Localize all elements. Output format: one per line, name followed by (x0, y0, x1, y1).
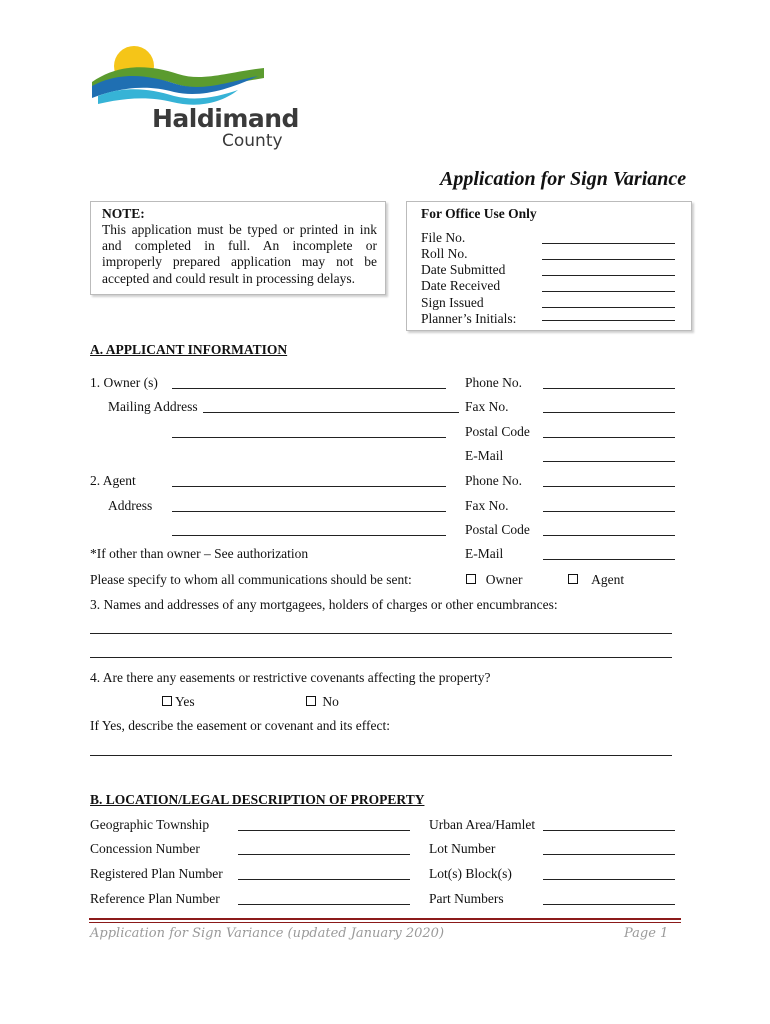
agent-phone-label: Phone No. (465, 473, 522, 488)
logo-graphic (88, 42, 268, 110)
office-planner-initials-field[interactable] (542, 320, 675, 321)
agent-phone-field[interactable] (543, 486, 675, 487)
office-date-submitted-label: Date Submitted (421, 262, 506, 277)
reference-plan-label: Reference Plan Number (90, 891, 220, 906)
office-date-received-field[interactable] (542, 291, 675, 292)
note-body: This application must be typed or printed in ink and completed in full. An incomplete or improperly prepared application may not be accepted and could result in processing delays. (102, 222, 377, 286)
easement-yes-label: Yes (175, 694, 195, 709)
part-numbers-field[interactable] (543, 904, 675, 905)
question-4: 4. Are there any easements or restrictive covenants affecting the property? (90, 670, 491, 685)
concession-number-field[interactable] (238, 854, 410, 855)
agent-fax-field[interactable] (543, 511, 675, 512)
footer-rule-thin (89, 922, 681, 923)
owner-fax-label: Fax No. (465, 399, 509, 414)
mailing-address-field-1[interactable] (203, 412, 459, 413)
urban-area-label: Urban Area/Hamlet (429, 817, 536, 832)
geographic-township-label: Geographic Township (90, 817, 210, 832)
office-file-no-field[interactable] (542, 243, 675, 244)
agent-address-field-1[interactable] (172, 511, 446, 512)
owner-label: 1. Owner (s) (90, 375, 158, 390)
office-heading: For Office Use Only (421, 206, 537, 221)
easement-no-checkbox[interactable] (306, 696, 316, 706)
geographic-township-field[interactable] (238, 830, 410, 831)
agent-postal-label: Postal Code (465, 522, 530, 537)
agent-postal-field[interactable] (543, 535, 675, 536)
lot-number-field[interactable] (543, 854, 675, 855)
if-yes-label: If Yes, describe the easement or covenant and its effect: (90, 718, 391, 733)
easement-description-field[interactable] (90, 755, 672, 756)
comm-agent-label: Agent (591, 572, 625, 587)
office-roll-no-label: Roll No. (421, 246, 468, 261)
easement-yes-checkbox[interactable] (162, 696, 172, 706)
reference-plan-field[interactable] (238, 904, 410, 905)
note-heading: NOTE: (102, 206, 145, 221)
mailing-address-field-2[interactable] (172, 437, 446, 438)
registered-plan-label: Registered Plan Number (90, 866, 223, 881)
footer-page-number: Page 1 (624, 926, 669, 941)
lot-block-label: Lot(s) Block(s) (429, 866, 512, 881)
office-file-no-label: File No. (421, 230, 466, 245)
agent-address-field-2[interactable] (172, 535, 446, 536)
owner-phone-label: Phone No. (465, 375, 522, 390)
section-a-heading: A. APPLICANT INFORMATION (90, 342, 288, 357)
section-b-heading: B. LOCATION/LEGAL DESCRIPTION OF PROPERTY (90, 792, 425, 807)
question-3: 3. Names and addresses of any mortgagees, holders of charges or other encumbrances: (90, 597, 558, 612)
agent-label: 2. Agent (90, 473, 136, 488)
office-roll-no-field[interactable] (542, 259, 675, 260)
concession-number-label: Concession Number (90, 841, 200, 856)
mailing-address-label: Mailing Address (108, 399, 198, 414)
comm-agent-option[interactable] (568, 572, 624, 588)
owner-fax-field[interactable] (543, 412, 675, 413)
owner-email-label: E-Mail (465, 448, 504, 463)
owner-phone-field[interactable] (543, 388, 675, 389)
agent-address-label: Address (108, 498, 153, 513)
encumbrances-field-1[interactable] (90, 633, 672, 634)
encumbrances-field-2[interactable] (90, 657, 672, 658)
comm-owner-checkbox[interactable] (466, 574, 476, 584)
logo-sub: County (222, 131, 283, 151)
agent-fax-label: Fax No. (465, 498, 509, 513)
page-title: Application for Sign Variance (440, 168, 687, 190)
agent-email-field[interactable] (543, 559, 675, 560)
office-date-received-label: Date Received (421, 278, 501, 293)
footer-rule (89, 918, 681, 920)
owner-postal-label: Postal Code (465, 424, 530, 439)
comm-agent-checkbox[interactable] (568, 574, 578, 584)
easement-no-option[interactable] (306, 694, 339, 710)
agent-email-label: E-Mail (465, 546, 504, 561)
office-sign-issued-field[interactable] (542, 307, 675, 308)
owner-email-field[interactable] (543, 461, 675, 462)
if-other-note: *If other than owner – See authorization (90, 546, 309, 561)
logo-name: Haldimand (152, 104, 299, 133)
office-planner-initials-label: Planner’s Initials: (421, 311, 517, 326)
easement-no-label: No (322, 694, 339, 709)
urban-area-field[interactable] (543, 830, 675, 831)
comm-owner-option[interactable] (466, 572, 523, 588)
registered-plan-field[interactable] (238, 879, 410, 880)
office-date-submitted-field[interactable] (542, 275, 675, 276)
lot-number-label: Lot Number (429, 841, 496, 856)
easement-yes-option[interactable] (162, 694, 195, 710)
office-sign-issued-label: Sign Issued (421, 295, 484, 310)
part-numbers-label: Part Numbers (429, 891, 504, 906)
lot-block-field[interactable] (543, 879, 675, 880)
comm-owner-label: Owner (485, 572, 523, 587)
owner-field[interactable] (172, 388, 446, 389)
footer-doc-title: Application for Sign Variance (updated January 2020) (90, 926, 445, 941)
owner-postal-field[interactable] (543, 437, 675, 438)
agent-field[interactable] (172, 486, 446, 487)
communications-label: Please specify to whom all communications should be sent: (90, 572, 412, 587)
